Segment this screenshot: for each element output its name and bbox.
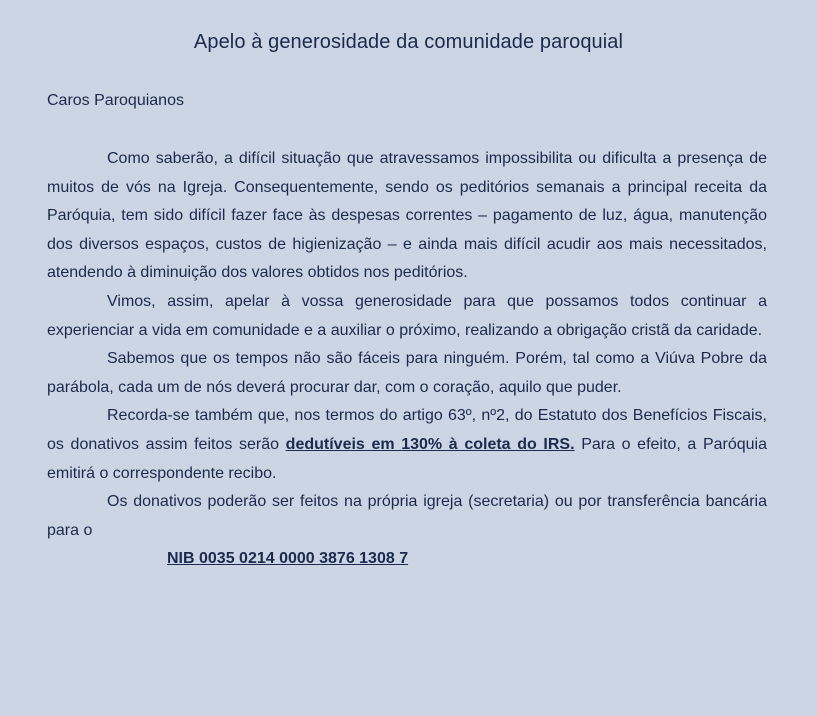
salutation: Caros Paroquianos bbox=[47, 92, 184, 109]
tax-deduction-highlight: dedutíveis em 130% à coleta do IRS. bbox=[285, 435, 575, 453]
paragraph-situation: Como saberão, a difícil situação que atravessamos impossibilita ou dificulta a presença de muitos de vós na Igreja. Consequentemente, sendo os peditórios semanais a principal receita da Paróquia, tem sido difícil fazer face às despesas correntes – pagamento de luz, água, manutenção dos diversos espaços, custos de higienização – e ainda mais difícil acudir aos mais necessitados, atendendo à diminuição dos valores obtidos nos peditórios. bbox=[47, 150, 767, 282]
tax-text-after: Para o efeito, a Paróquia emitirá o correspondente recibo. bbox=[47, 435, 768, 482]
paragraph-appeal: Vimos, assim, apelar à vossa generosidade para que possamos todos continuar a experienciar a vida em comunidade e a auxiliar o próximo, realizando a obrigação cristã da caridade. bbox=[47, 292, 767, 339]
paragraph-tax bbox=[47, 402, 767, 488]
tax-text-before: Recorda-se também que, nos termos do artigo 63º, nº2, do Estatuto dos Benefícios Fiscais, os donativos assim feitos serão bbox=[47, 407, 767, 453]
paragraph-widow: Sabemos que os tempos não são fáceis para ninguém. Porém, tal como a Viúva Pobre da parábola, cada um de nós deverá procurar dar, com o coração, aquilo que puder. bbox=[47, 350, 767, 396]
document-title: Apelo à generosidade da comunidade paroquial bbox=[193, 31, 624, 53]
nib-line bbox=[47, 545, 767, 574]
paragraph-donations: Os donativos poderão ser feitos na própria igreja (secretaria) ou por transferência bancária para o bbox=[47, 493, 767, 539]
letter-body bbox=[47, 145, 767, 574]
bank-nib: NIB 0035 0214 0000 3876 1308 7 bbox=[167, 550, 409, 568]
